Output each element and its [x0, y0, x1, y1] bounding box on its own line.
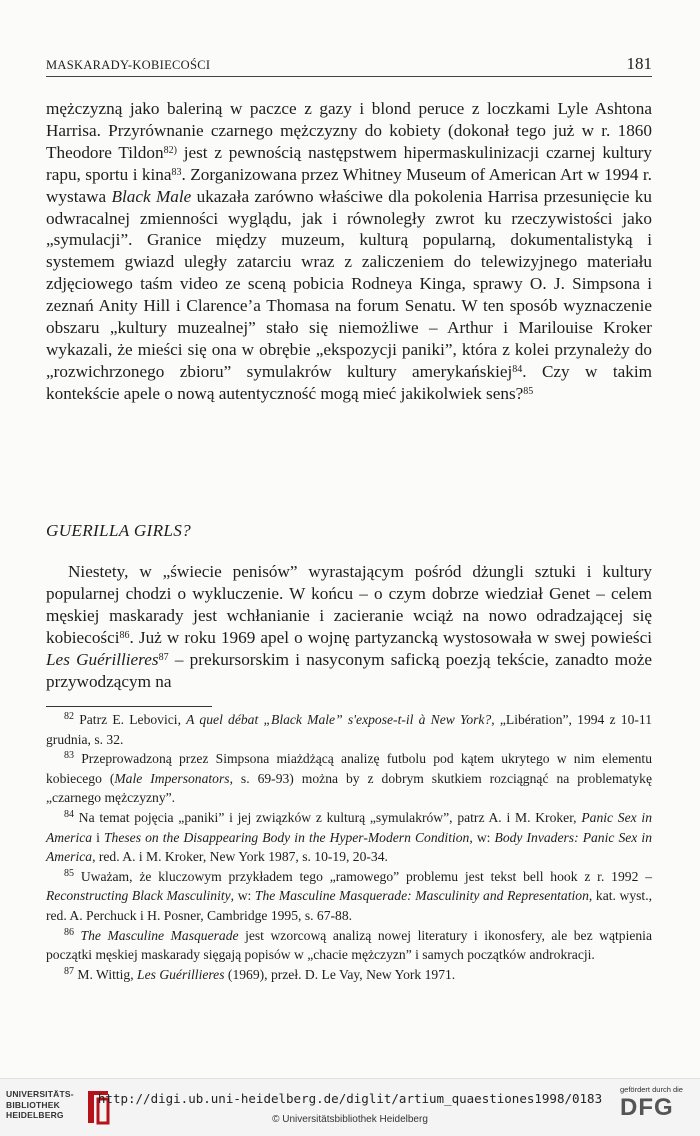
footnote-number: 83 — [64, 750, 74, 762]
library-name-line: HEIDELBERG — [6, 1110, 64, 1120]
digitization-footer — [0, 1078, 700, 1136]
permalink-url[interactable]: http://digi.ub.uni-heidelberg.de/diglit/artium_quaestiones1998/0183 — [97, 1091, 603, 1106]
footnote-ref-84[interactable]: 84 — [512, 363, 523, 375]
footnote-text: , kat. wyst., red. A. Perchuck i H. Posner, Cambridge 1995, s. 67-88. — [46, 888, 652, 923]
footnote-84 — [46, 808, 652, 867]
library-name-line: UNIVERSITÄTS- — [6, 1089, 74, 1099]
footnote-number: 87 — [64, 965, 74, 977]
footnote-number: 85 — [64, 867, 74, 879]
work-title: Black Male — [111, 186, 192, 206]
footnote-divider — [46, 706, 212, 707]
library-name-line: BIBLIOTHEK — [6, 1099, 60, 1110]
footnote-ref-87[interactable]: 87 — [158, 651, 169, 663]
section-heading: GUERILLA GIRLS? — [46, 521, 192, 540]
running-title: MASKARADY-KOBIECOŚCI — [46, 58, 211, 72]
footnote-text: i — [92, 829, 104, 845]
footnote-text: Uważam, że kluczowym przykładem tego „ramowego” problemu jest tekst bell hook z r. 1992 – — [74, 868, 652, 884]
footnote-83 — [46, 749, 652, 808]
text-run: . Już w roku 1969 apel o wojnę partyzancką wystosowała w swej powieści — [129, 627, 652, 647]
text-run: – prekursorskim i nasyconym saficką poezją tekście, zanadto może przywodzącym na — [46, 649, 653, 691]
page-number: 181 — [626, 54, 652, 73]
footnote-text: , „Libération”, 1994 z 10-11 grudnia, s. 32. — [46, 712, 652, 747]
footnote-text: , s. 69-93) można by z dobrym skutkiem rozciągnąć na problematykę „czarnego mężczyzny”. — [46, 770, 652, 806]
footnote-title: Panic Sex in America — [46, 809, 652, 845]
footnote-82 — [46, 710, 652, 749]
text-run: jest z pewnością następstwem hipermaskulinizacji czarnej kultury rapu, sportu i kina — [46, 142, 652, 184]
work-title: Les Guérillieres — [46, 649, 159, 669]
footnote-text: Przeprowadzoną przez Simpsona miażdżącą analizę futbolu pod kątem ukrytego w nim elementu kobiecego ( — [46, 751, 652, 786]
footnote-title: Theses on the Disappearing Body in the Hyper-Modern Condition — [104, 829, 470, 845]
footnote-86 — [46, 926, 652, 965]
footnote-title: A quel débat „Black Male” s'expose-t-il à New York? — [186, 712, 492, 727]
footnote-text: M. Wittig, — [74, 966, 138, 982]
footnotes — [46, 710, 652, 984]
footnote-85 — [46, 867, 652, 926]
footnote-title: Body Invaders: Panic Sex in America — [46, 829, 652, 865]
footnote-text: (1969), przeł. D. Le Vay, New York 1971. — [224, 966, 456, 982]
footnote-text: , w: — [469, 829, 495, 845]
footnote-title: The Masculine Masquerade: Masculinity and Representation — [254, 888, 589, 904]
dfg-caption: gefördert durch die — [620, 1085, 683, 1094]
body-paragraph-2 — [46, 561, 652, 692]
footnote-title: Male Impersonators — [114, 770, 230, 786]
text-run: . Zorganizowana przez Whitney Museum of American Art w 1994 r. wystawa — [46, 164, 652, 206]
body-paragraph-1 — [46, 98, 652, 405]
running-header — [46, 54, 652, 77]
footnote-87 — [46, 965, 652, 985]
footnote-number: 84 — [64, 808, 74, 820]
footnote-ref-86[interactable]: 86 — [119, 629, 130, 641]
footnote-number: 82 — [64, 711, 74, 722]
footnote-text: , w: — [230, 888, 255, 904]
footnote-title: Les Guérillieres — [137, 966, 225, 982]
dfg-logo[interactable] — [620, 1085, 694, 1131]
text-run: mężczyzną jako baleriną w paczce z gazy i blond peruce z loczkami Lyle Ashtona Harrisa. Przyrównanie czarnego mężczyzny do kobiety (dokonał tego już w r. 1860 Theodore Tildon — [46, 99, 652, 162]
footnote-number: 86 — [64, 926, 74, 938]
dfg-wordmark: DFG — [620, 1094, 674, 1121]
footnote-ref-82[interactable]: 82) — [163, 144, 177, 156]
footnote-text: , red. A. i M. Kroker, New York 1987, s. 10-19, 20-34. — [92, 849, 388, 865]
footnote-title: Reconstructing Black Masculinity — [46, 888, 231, 904]
footnote-ref-83[interactable]: 83 — [171, 166, 182, 178]
footnote-title: The Masculine Masquerade — [80, 927, 239, 943]
footnote-text: Patrz E. Lebovici, — [74, 712, 187, 727]
text-run: . Czy w takim kontekście apele o nową autentyczność mogą mieć jakikolwiek sens? — [46, 361, 652, 403]
footnote-text: Na temat pojęcia „paniki” i jej związków z kulturą „symulakrów”, patrz A. i M. Kroker, — [74, 809, 582, 825]
footnote-text: jest wzorcową analizą nowej literatury i ikonosfery, ale bez wątpienia początki męskiej maskarady sięgają popisów w „chacie mężczyzn” i samych początków androkracji. — [46, 927, 652, 963]
text-run: Niestety, w „świecie penisów” wyrastającym pośród dżungli sztuki i kultury popularnej chodzi o wykluczenie. W końcu – o czym dobrze wiedział Genet – celem męskiej maskarady jest wchłanianie i zacieranie wciąż na nowo odradzającej się kobiecości — [46, 562, 652, 647]
copyright-notice: © Universitätsbibliothek Heidelberg — [272, 1114, 428, 1125]
text-run: ukazała zarówno właściwe dla pokolenia Harrisa przesunięcie ku odwracalnej zmienności wyglądu, jak i równoległy zwrot ku rzeczywistości jako „symulacji”. Granice między muzeum, kulturą popularną, dokumentalistyką i systemem gwiazd uległy zatarciu wraz z zaliczeniem do telewizyjnego materiału zdjęciowego taśm video ze sceną pobicia Rodneya Kinga, sprawy O. J. Simpsona i zeznań Anity Hill i Clarence’a Thomasa na forum Senatu. W ten sposób wyznaczenie obszaru „kultury muzealnej” stało się niemożliwe – Arthur i Marilouise Kroker wykazali, że mieści się ona w obrębie „ekspozycji paniki”, która z kolei przynależy do „rozwichrzonego zbioru” symulakrów kultury amerykańskiej — [46, 186, 652, 381]
footnote-ref-85[interactable]: 85 — [523, 385, 534, 397]
